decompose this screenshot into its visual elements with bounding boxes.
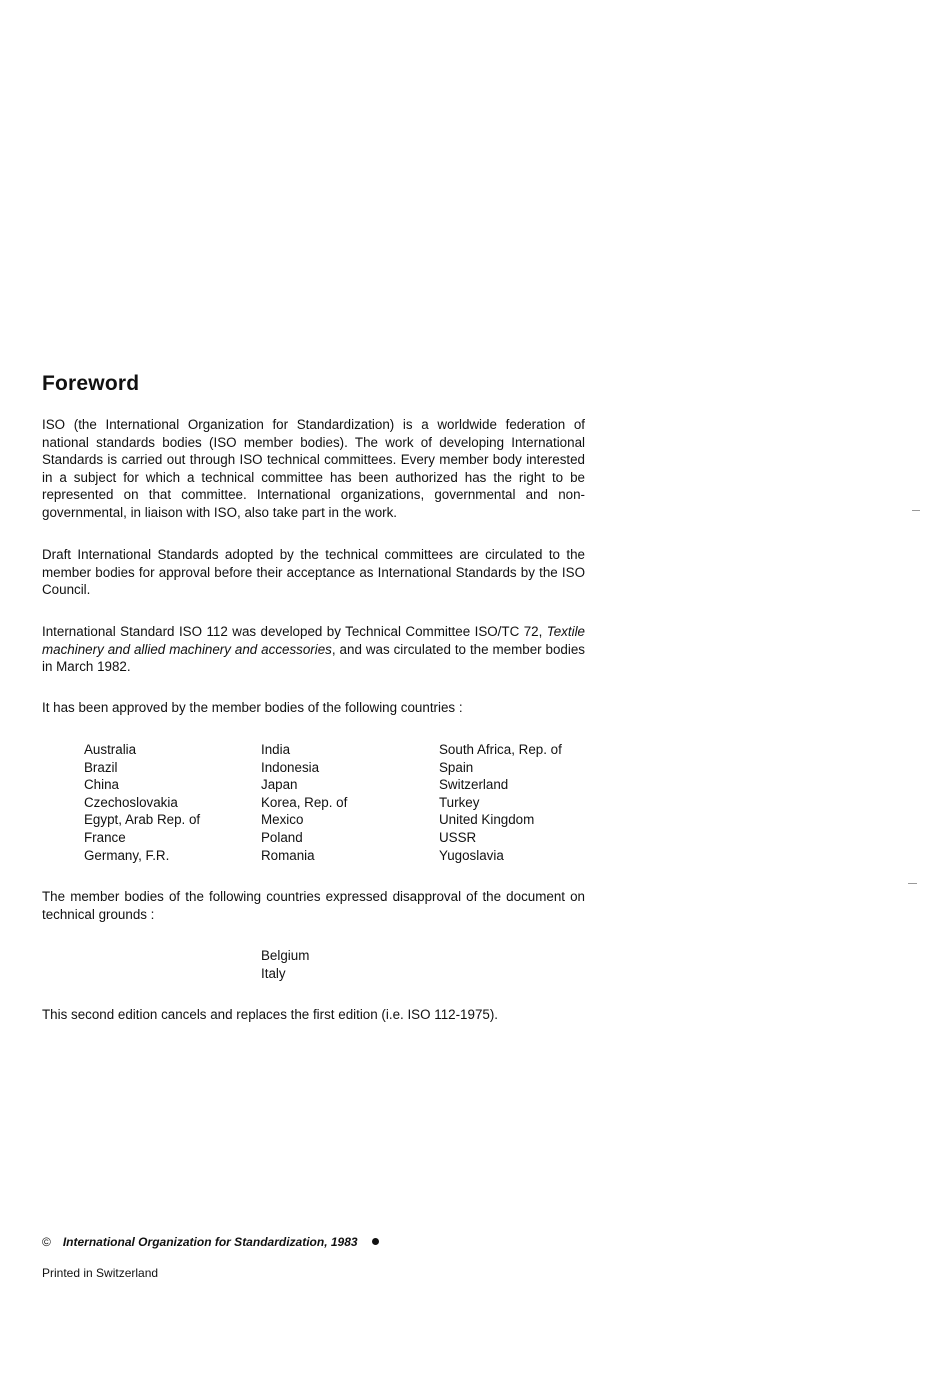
country-item: USSR — [439, 829, 477, 845]
copyright-line — [42, 1235, 379, 1249]
committee-title: Textile machinery and allied machinery and accessories — [42, 624, 585, 657]
country-item: South Africa, Rep. of — [439, 742, 562, 757]
country-item: Italy — [261, 965, 286, 981]
country-item: Belgium — [261, 948, 310, 963]
country-item: Romania — [261, 847, 315, 863]
country-item: Spain — [439, 759, 474, 775]
development-text-end: , and was circulated to the member bodies in March 1982. — [42, 641, 585, 675]
country-item: Australia — [84, 742, 137, 757]
country-item: Mexico — [261, 812, 304, 828]
country-item: Czechoslovakia — [84, 794, 178, 810]
country-item: United Kingdom — [439, 812, 535, 828]
country-item: India — [261, 742, 291, 757]
country-item: Yugoslavia — [439, 847, 504, 863]
countries-column-2 — [261, 741, 347, 864]
page-title: Foreword — [42, 372, 140, 395]
paragraph-edition: This second edition cancels and replaces the first edition (i.e. ISO 112-1975). — [42, 1007, 499, 1022]
countries-column-3 — [439, 741, 562, 864]
printed-in-line: Printed in Switzerland — [42, 1266, 159, 1280]
development-text-start: International Standard ISO 112 was developed by Technical Committee ISO/TC 72, — [42, 624, 547, 639]
country-item: Japan — [261, 777, 298, 793]
bullet-icon — [372, 1238, 379, 1245]
copyright-text: International Organization for Standardization, 1983 — [62, 1235, 358, 1249]
scan-mark — [908, 883, 917, 884]
country-item: Poland — [261, 829, 303, 845]
country-item: France — [84, 829, 126, 845]
country-item: China — [84, 777, 119, 793]
copyright-symbol: © — [42, 1235, 51, 1249]
country-item: Egypt, Arab Rep. of — [84, 812, 201, 828]
paragraph-draft-standards: Draft International Standards adopted by the technical committees are circulated to the member bodies for approval before their acceptance as International Standards by the ISO Council. — [42, 547, 585, 598]
countries-column-1 — [84, 741, 200, 864]
paragraph-intro: ISO (the International Organization for Standardization) is a worldwide federation of national standards bodies (ISO member bodies). The work of developing International Standards is carried out through ISO technical committees. Every member body interested in a subject for which a technical committee has been authorized has the right to be represented on that committee. International organizations, governmental and non-governmental, in liaison with ISO, also take part in the work. — [42, 417, 585, 520]
country-item: Indonesia — [261, 759, 320, 775]
paragraph-development — [42, 623, 585, 676]
country-item: Turkey — [439, 794, 480, 810]
scan-mark — [912, 510, 920, 511]
country-item: Germany, F.R. — [84, 847, 170, 863]
country-item: Brazil — [84, 759, 118, 775]
country-item: Switzerland — [439, 777, 509, 793]
country-item: Korea, Rep. of — [261, 794, 348, 810]
paragraph-approval: It has been approved by the member bodies of the following countries : — [42, 700, 463, 715]
disapproving-countries-list — [261, 947, 309, 982]
paragraph-disapproval: The member bodies of the following countries expressed disapproval of the document on technical grounds : — [42, 889, 585, 922]
